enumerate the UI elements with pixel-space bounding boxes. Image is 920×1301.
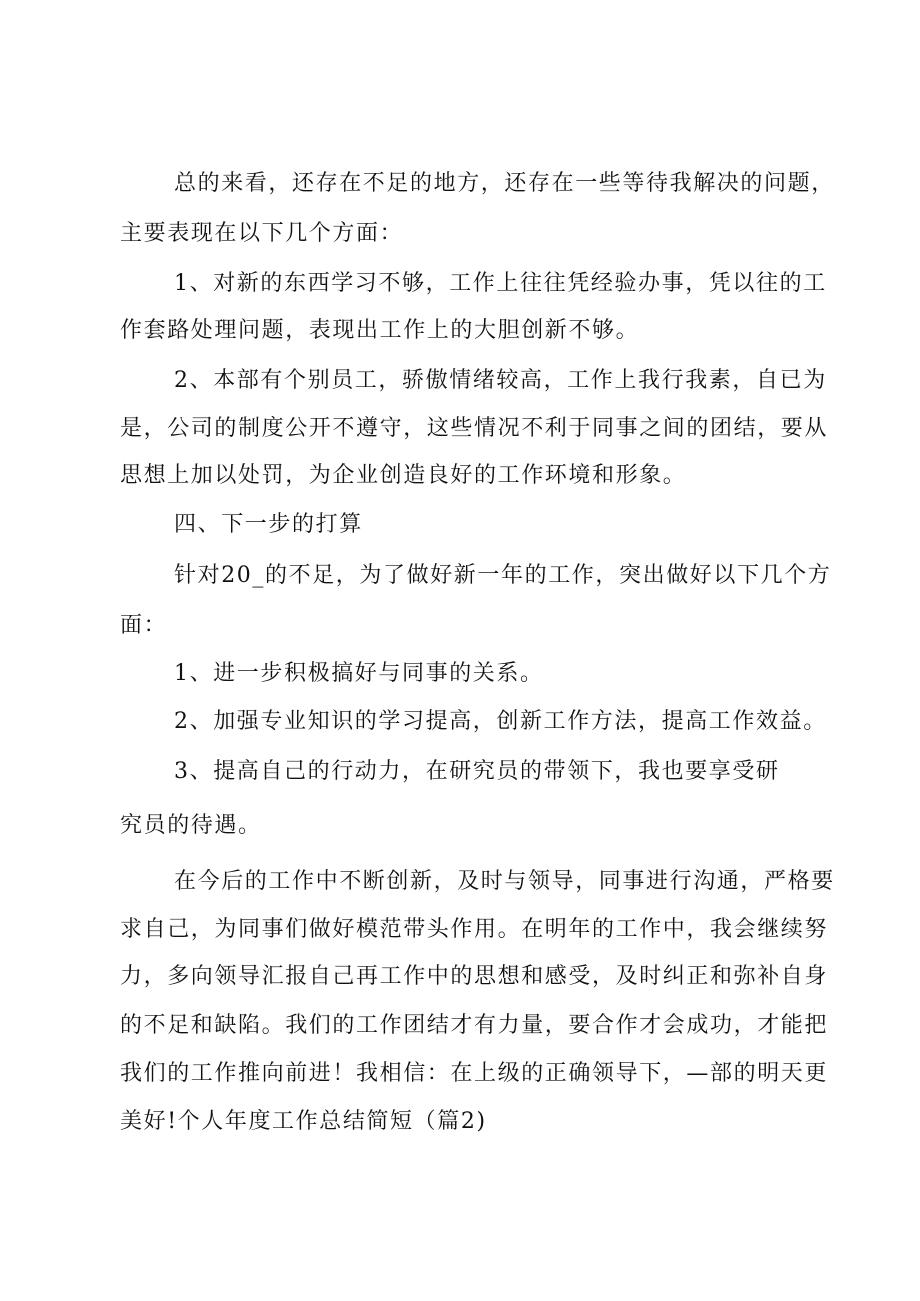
- plan-intro-line-2: 面：: [120, 613, 168, 638]
- closing-paragraph-line-2: 求自己，为同事们做好模范带头作用。在明年的工作中，我会继续努: [120, 917, 829, 942]
- plan-item-3-line-1: 3、提高自己的行动力，在研究员的带领下，我也要享受研: [174, 759, 780, 784]
- plan-item-2: 2、加强专业知识的学习提高，创新工作方法，提高工作效益。: [174, 709, 827, 734]
- list-item-1-line-1: 1、对新的东西学习不够，工作上往往凭经验办事，凭以往的工: [174, 271, 827, 296]
- closing-paragraph-line-5: 我们的工作推向前进！我相信：在上级的正确领导下，—部的明天更: [120, 1061, 829, 1086]
- closing-paragraph-line-3: 力，多向领导汇报自己再工作中的思想和感受，及时纠正和弥补自身: [120, 964, 829, 989]
- list-item-2-line-3: 思想上加以处罚，为企业创造良好的工作环境和形象。: [120, 463, 687, 488]
- closing-paragraph-line-4: 的不足和缺陷。我们的工作团结才有力量，要合作才会成功，才能把: [120, 1013, 829, 1038]
- section-heading-next-steps: 四、下一步的打算: [174, 512, 363, 537]
- plan-intro-line-1: 针对20_的不足，为了做好新一年的工作，突出做好以下几个方: [174, 563, 832, 588]
- closing-paragraph-line-1: 在今后的工作中不断创新，及时与领导，同事进行沟通，严格要: [174, 869, 835, 894]
- closing-paragraph-line-6: 美好!个人年度工作总结简短（篇2): [120, 1109, 487, 1134]
- paragraph-summary-line-1: 总的来看，还存在不足的地方，还存在一些等待我解决的问题，: [174, 171, 835, 196]
- plan-item-1: 1、进一步积极搞好与同事的关系。: [174, 661, 544, 686]
- list-item-2-line-2: 是，公司的制度公开不遵守，这些情况不利于同事之间的团结，要从: [120, 416, 829, 441]
- list-item-2-line-1: 2、本部有个别员工，骄傲情绪较高，工作上我行我素，自已为: [174, 368, 827, 393]
- paragraph-summary-line-2: 主要表现在以下几个方面：: [120, 221, 404, 246]
- plan-item-3-line-2: 究员的待遇。: [120, 813, 262, 838]
- list-item-1-line-2: 作套路处理问题，表现出工作上的大胆创新不够。: [120, 318, 640, 343]
